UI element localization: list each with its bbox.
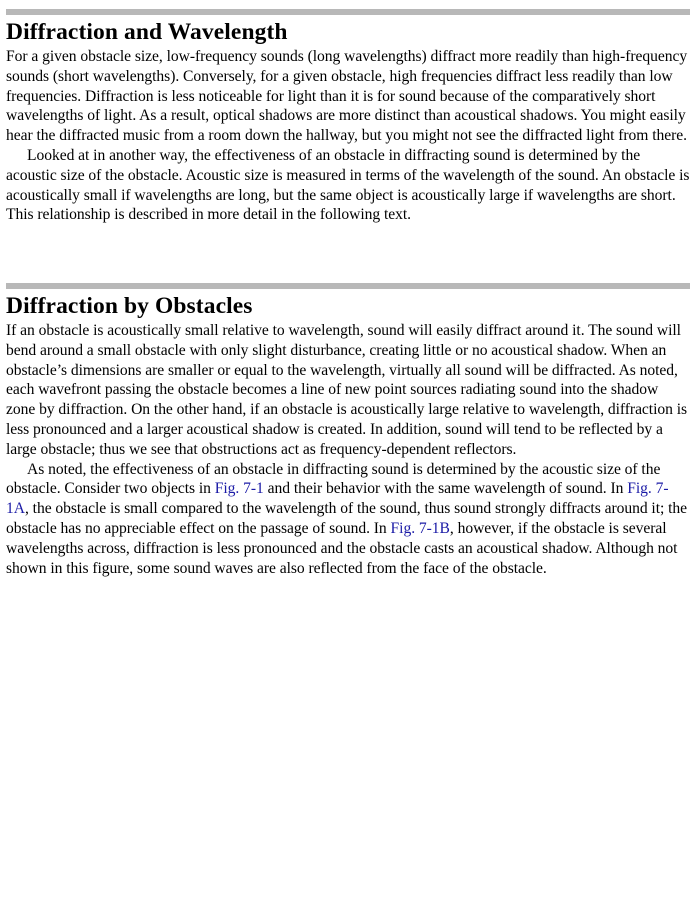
- figure-link-7-1b[interactable]: Fig. 7-1B: [390, 519, 450, 537]
- paragraph: If an obstacle is acoustically small relative to wavelength, sound will easily diffract around it. The sound will bend around a small obstacle with only slight disturbance, creating little or no acoustical shadow. When an obstacle’s dimensions are smaller or equal to the wavelength, virtually all sound will be diffracted. As noted, each wavefront passing the obstacle becomes a line of new point sources radiating sound into the shadow zone by diffraction. On the other hand, if an obstacle is acoustically large relative to wavelength, diffraction is less pronounced and a larger acoustical shadow is created. In addition, sound will tend to be reflected by a large obstacle; thus we see that obstructions act as frequency-dependent reflectors.: [6, 322, 688, 458]
- text-run: , however, if the obstacle is several wavelengths across, diffraction is less pronounced and the obstacle casts an acoustical shadow. Although not shown in this figure, some sound waves are also reflected from the face of the obstacle.: [6, 519, 678, 577]
- paragraph: Looked at in another way, the effectiveness of an obstacle in diffracting sound is determined by the acoustic size of the obstacle. Acoustic size is measured in terms of the wavelength of the sound. An obstacle is acoustically small if wavelengths are long, but the same object is acoustically large if wavelengths are short. This relationship is described in more detail in the following text.: [6, 146, 690, 224]
- section-diffraction-by-obstacles: [6, 283, 690, 578]
- section-diffraction-and-wavelength: [6, 9, 690, 225]
- paragraph-with-figure-refs: [6, 460, 690, 579]
- figure-link-7-1a[interactable]: Fig. 7-1A: [6, 480, 669, 518]
- figure-link-7-1[interactable]: Fig. 7-1: [214, 480, 264, 498]
- section-heading: Diffraction by Obstacles: [6, 293, 253, 319]
- text-run: and their behavior with the same wavelength of sound. In: [263, 480, 628, 498]
- paragraph: For a given obstacle size, low-frequency sounds (long wavelengths) diffract more readily than high-frequency sounds (short wavelengths). Conversely, for a given obstacle, high frequencies diffract less readily than low frequencies. Diffraction is less noticeable for light than it is for sound because of the comparatively short wavelengths of light. As a result, optical shadows are more distinct than acoustical shadows. You might easily hear the diffracted music from a room down the hallway, but you might not see the diffracted light from there.: [6, 48, 688, 145]
- text-run: , the obstacle is small compared to the wavelength of the sound, thus sound strongly diffracts around it; the obstacle has no appreciable effect on the passage of sound. In: [6, 500, 688, 537]
- section-heading: Diffraction and Wavelength: [6, 19, 288, 45]
- text-run: As noted, the effectiveness of an obstacle in diffracting sound is determined by the acoustic size of the obstacle. Consider two objects in: [6, 460, 661, 498]
